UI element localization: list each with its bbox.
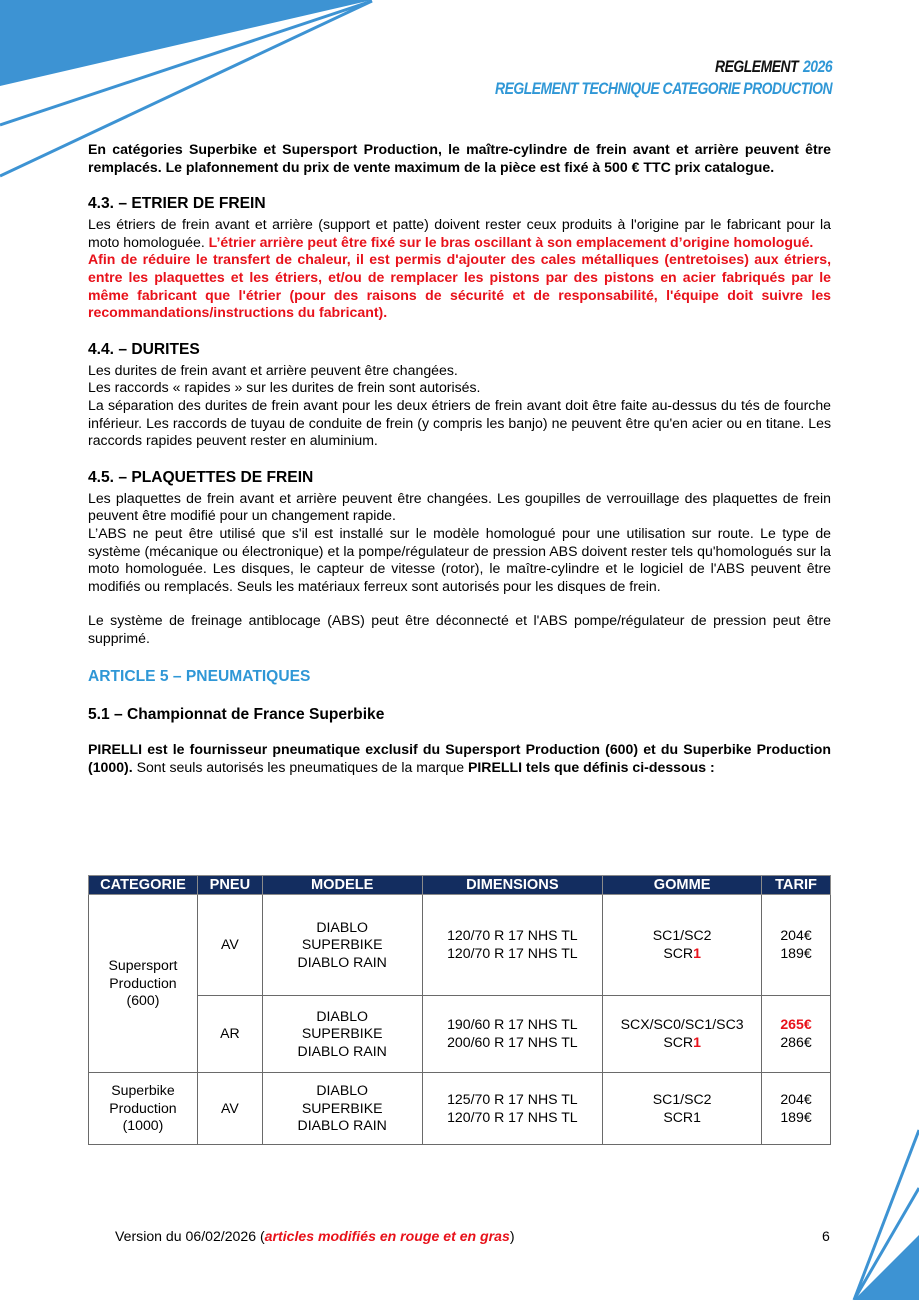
gomme-prefix: SCR [663, 1034, 694, 1050]
section-4-3-modified-text-1: L’étrier arrière peut être fixé sur le bras oscillant à son emplacement d’origine homologué. [208, 233, 814, 250]
table-row [89, 895, 831, 996]
modele-line: SUPERBIKE [301, 936, 383, 953]
cell-gomme [603, 895, 762, 996]
intro-normal-text: Sont seuls autorisés les pneumatiques de la marque [132, 759, 468, 776]
section-4-4-line: Les durites de frein avant et arrière peuvent être changées. [88, 361, 458, 378]
cell-dimensions [422, 895, 603, 996]
modele-line: DIABLO RAIN [297, 953, 387, 970]
cell-pneu: AV [197, 1073, 262, 1145]
categorie-text: Superbike Production (1000) [109, 1082, 177, 1134]
gomme-modified-suffix: 1 [693, 945, 701, 961]
cell-dimensions [422, 1073, 603, 1145]
bottom-right-stripes-decoration [840, 1120, 919, 1300]
cell-tarif [762, 996, 831, 1073]
intro-paragraph: En catégories Superbike et Supersport Production, le maître-cylindre de frein avant et arrière peuvent être remplacés. Le plafonnement du prix de vente maximum de la pièce est fixé à 500 € TTC prix catalogue. [88, 141, 831, 175]
gomme-prefix: SCR [663, 945, 694, 961]
section-4-5-paragraph: L’ABS ne peut être utilisé que s'il est installé sur le modèle homologué pour une utilisation sur route. Le type de système (mécanique ou électronique) et la pompe/régulateur de pression ABS doivent rester tels qu'homologués sur la moto homologuée. Les disques, le capteur de vitesse (rotor), le maître-cylindre et le logiciel de l'ABS peuvent être modifiés ou remplacés. Seuls les matériaux ferreux sont autorisés pour les disques de frein. [88, 524, 831, 594]
intro-bold-text-2: PIRELLI tels que définis ci-dessous : [467, 759, 715, 776]
tarif-line: 189€ [780, 945, 812, 961]
section-4-4-line: La séparation des durites de frein avant pour les deux étriers de frein avant doit être faite au-dessus du tés de fourche inférieur. Les raccords de tuyau de conduite de frein (y compris les banjo) ne peuvent être qu'en acier ou en titane. Les raccords rapides peuvent rester en aluminium. [88, 396, 831, 449]
cell-modele [262, 1073, 422, 1145]
version-close-paren: ) [509, 1228, 515, 1244]
modified-articles-note: articles modifiés en rouge et en gras [264, 1228, 510, 1244]
pirelli-tires-table [88, 875, 831, 1145]
document-header [495, 56, 832, 100]
modele-line: DIABLO [316, 918, 369, 935]
article-5-title: ARTICLE 5 – PNEUMATIQUES [88, 668, 311, 686]
section-4-5-paragraph: Le système de freinage antiblocage (ABS) peut être déconnecté et l'ABS pompe/régulateur de pression peut être supprimé. [88, 612, 831, 646]
article-5-intro [88, 741, 831, 776]
section-4-3-modified-text-2: Afin de réduire le transfert de chaleur, il est permis d'ajouter des cales métalliques (entretoises) aux étriers, entre les plaquettes et les étriers, et/ou de remplacer les pistons par des pistons en acier fabriqués par le même fabricant que l'étrier (pour des raisons de sécurité et de responsabilité, l'équipe doit suivre les recommandations/instructions du fabricant). [88, 251, 831, 321]
modele-line: DIABLO RAIN [297, 1117, 387, 1134]
tarif-line: 286€ [780, 1034, 812, 1050]
header-subtitle: REGLEMENT TECHNIQUE CATEGORIE PRODUCTION [494, 79, 832, 98]
cell-tarif [762, 895, 831, 996]
document-body [88, 141, 831, 777]
dimension-line: 190/60 R 17 NHS TL [447, 1016, 578, 1033]
table-row [89, 996, 831, 1073]
column-header-dimensions: DIMENSIONS [422, 876, 603, 895]
gomme-line [607, 1034, 757, 1052]
dimension-line: 120/70 R 17 NHS TL [447, 945, 578, 961]
section-4-5-paragraph: Les plaquettes de frein avant et arrière peuvent être changées. Les goupilles de verrouillage des plaquettes de frein peuvent être modifié pour un changement rapide. [88, 489, 831, 524]
categorie-text: Supersport Production (600) [108, 957, 178, 1009]
page-number: 6 [822, 1228, 830, 1244]
cell-gomme [603, 1073, 762, 1145]
modele-line: SUPERBIKE [301, 1025, 383, 1042]
dimension-line: 125/70 R 17 NHS TL [447, 1090, 578, 1107]
column-header-tarif: TARIF [762, 876, 831, 895]
section-4-3-title: 4.3. – ETRIER DE FREIN [88, 195, 266, 213]
section-4-4-line: Les raccords « rapides » sur les durites de frein sont autorisés. [88, 379, 481, 396]
tarif-line: 204€ [780, 1090, 812, 1107]
modele-line: DIABLO [316, 1082, 369, 1099]
version-text: Version du 06/02/2026 ( [115, 1228, 265, 1244]
gomme-line: SCX/SC0/SC1/SC3 [620, 1016, 744, 1033]
dimension-line: 200/60 R 17 NHS TL [447, 1034, 578, 1050]
cell-categorie [89, 895, 198, 1073]
dimension-line: 120/70 R 17 NHS TL [447, 927, 578, 944]
section-4-3-text: Les étriers de frein avant et arrière (support et patte) doivent rester ceux produits à l'origine par le fabricant pour la moto homologuée. [88, 216, 831, 250]
cell-modele [262, 996, 422, 1073]
column-header-gomme: GOMME [603, 876, 762, 895]
cell-tarif [762, 1073, 831, 1145]
dimension-line: 120/70 R 17 NHS TL [447, 1108, 578, 1125]
cell-pneu: AR [197, 996, 262, 1073]
cell-dimensions [422, 996, 603, 1073]
tarif-modified-line: 265€ [780, 1016, 812, 1033]
section-4-4-title: 4.4. – DURITES [88, 340, 200, 358]
column-header-categorie: CATEGORIE [89, 876, 198, 895]
gomme-line: SCR1 [663, 1108, 701, 1125]
subsection-5-1-title: 5.1 – Championnat de France Superbike [88, 706, 385, 724]
section-4-5-title: 4.5. – PLAQUETTES DE FREIN [88, 468, 314, 486]
header-year: 2026 [802, 57, 832, 76]
cell-categorie [89, 1073, 198, 1145]
column-header-modele: MODELE [262, 876, 422, 895]
gomme-line [607, 945, 757, 963]
cell-gomme [603, 996, 762, 1073]
section-4-3-paragraph [88, 216, 831, 251]
header-title [495, 56, 832, 78]
column-header-pneu: PNEU [197, 876, 262, 895]
header-reglement-label: REGLEMENT [714, 57, 799, 76]
footer-version [115, 1228, 515, 1244]
cell-pneu: AV [197, 895, 262, 996]
gomme-modified-suffix: 1 [693, 1034, 701, 1050]
modele-line: SUPERBIKE [301, 1099, 383, 1116]
gomme-line: SC1/SC2 [652, 1090, 712, 1107]
tarif-line: 204€ [780, 927, 812, 944]
modele-line: DIABLO [316, 1007, 369, 1024]
cell-modele [262, 895, 422, 996]
table-header-row [89, 876, 831, 895]
table-row [89, 1073, 831, 1145]
tarif-line: 189€ [780, 1108, 812, 1125]
intro-bold-text: PIRELLI est le fournisseur pneumatique exclusif du Supersport Production (600) et du Superbike Production (1000). [88, 741, 831, 776]
modele-line: DIABLO RAIN [297, 1042, 387, 1059]
gomme-line: SC1/SC2 [652, 927, 712, 944]
